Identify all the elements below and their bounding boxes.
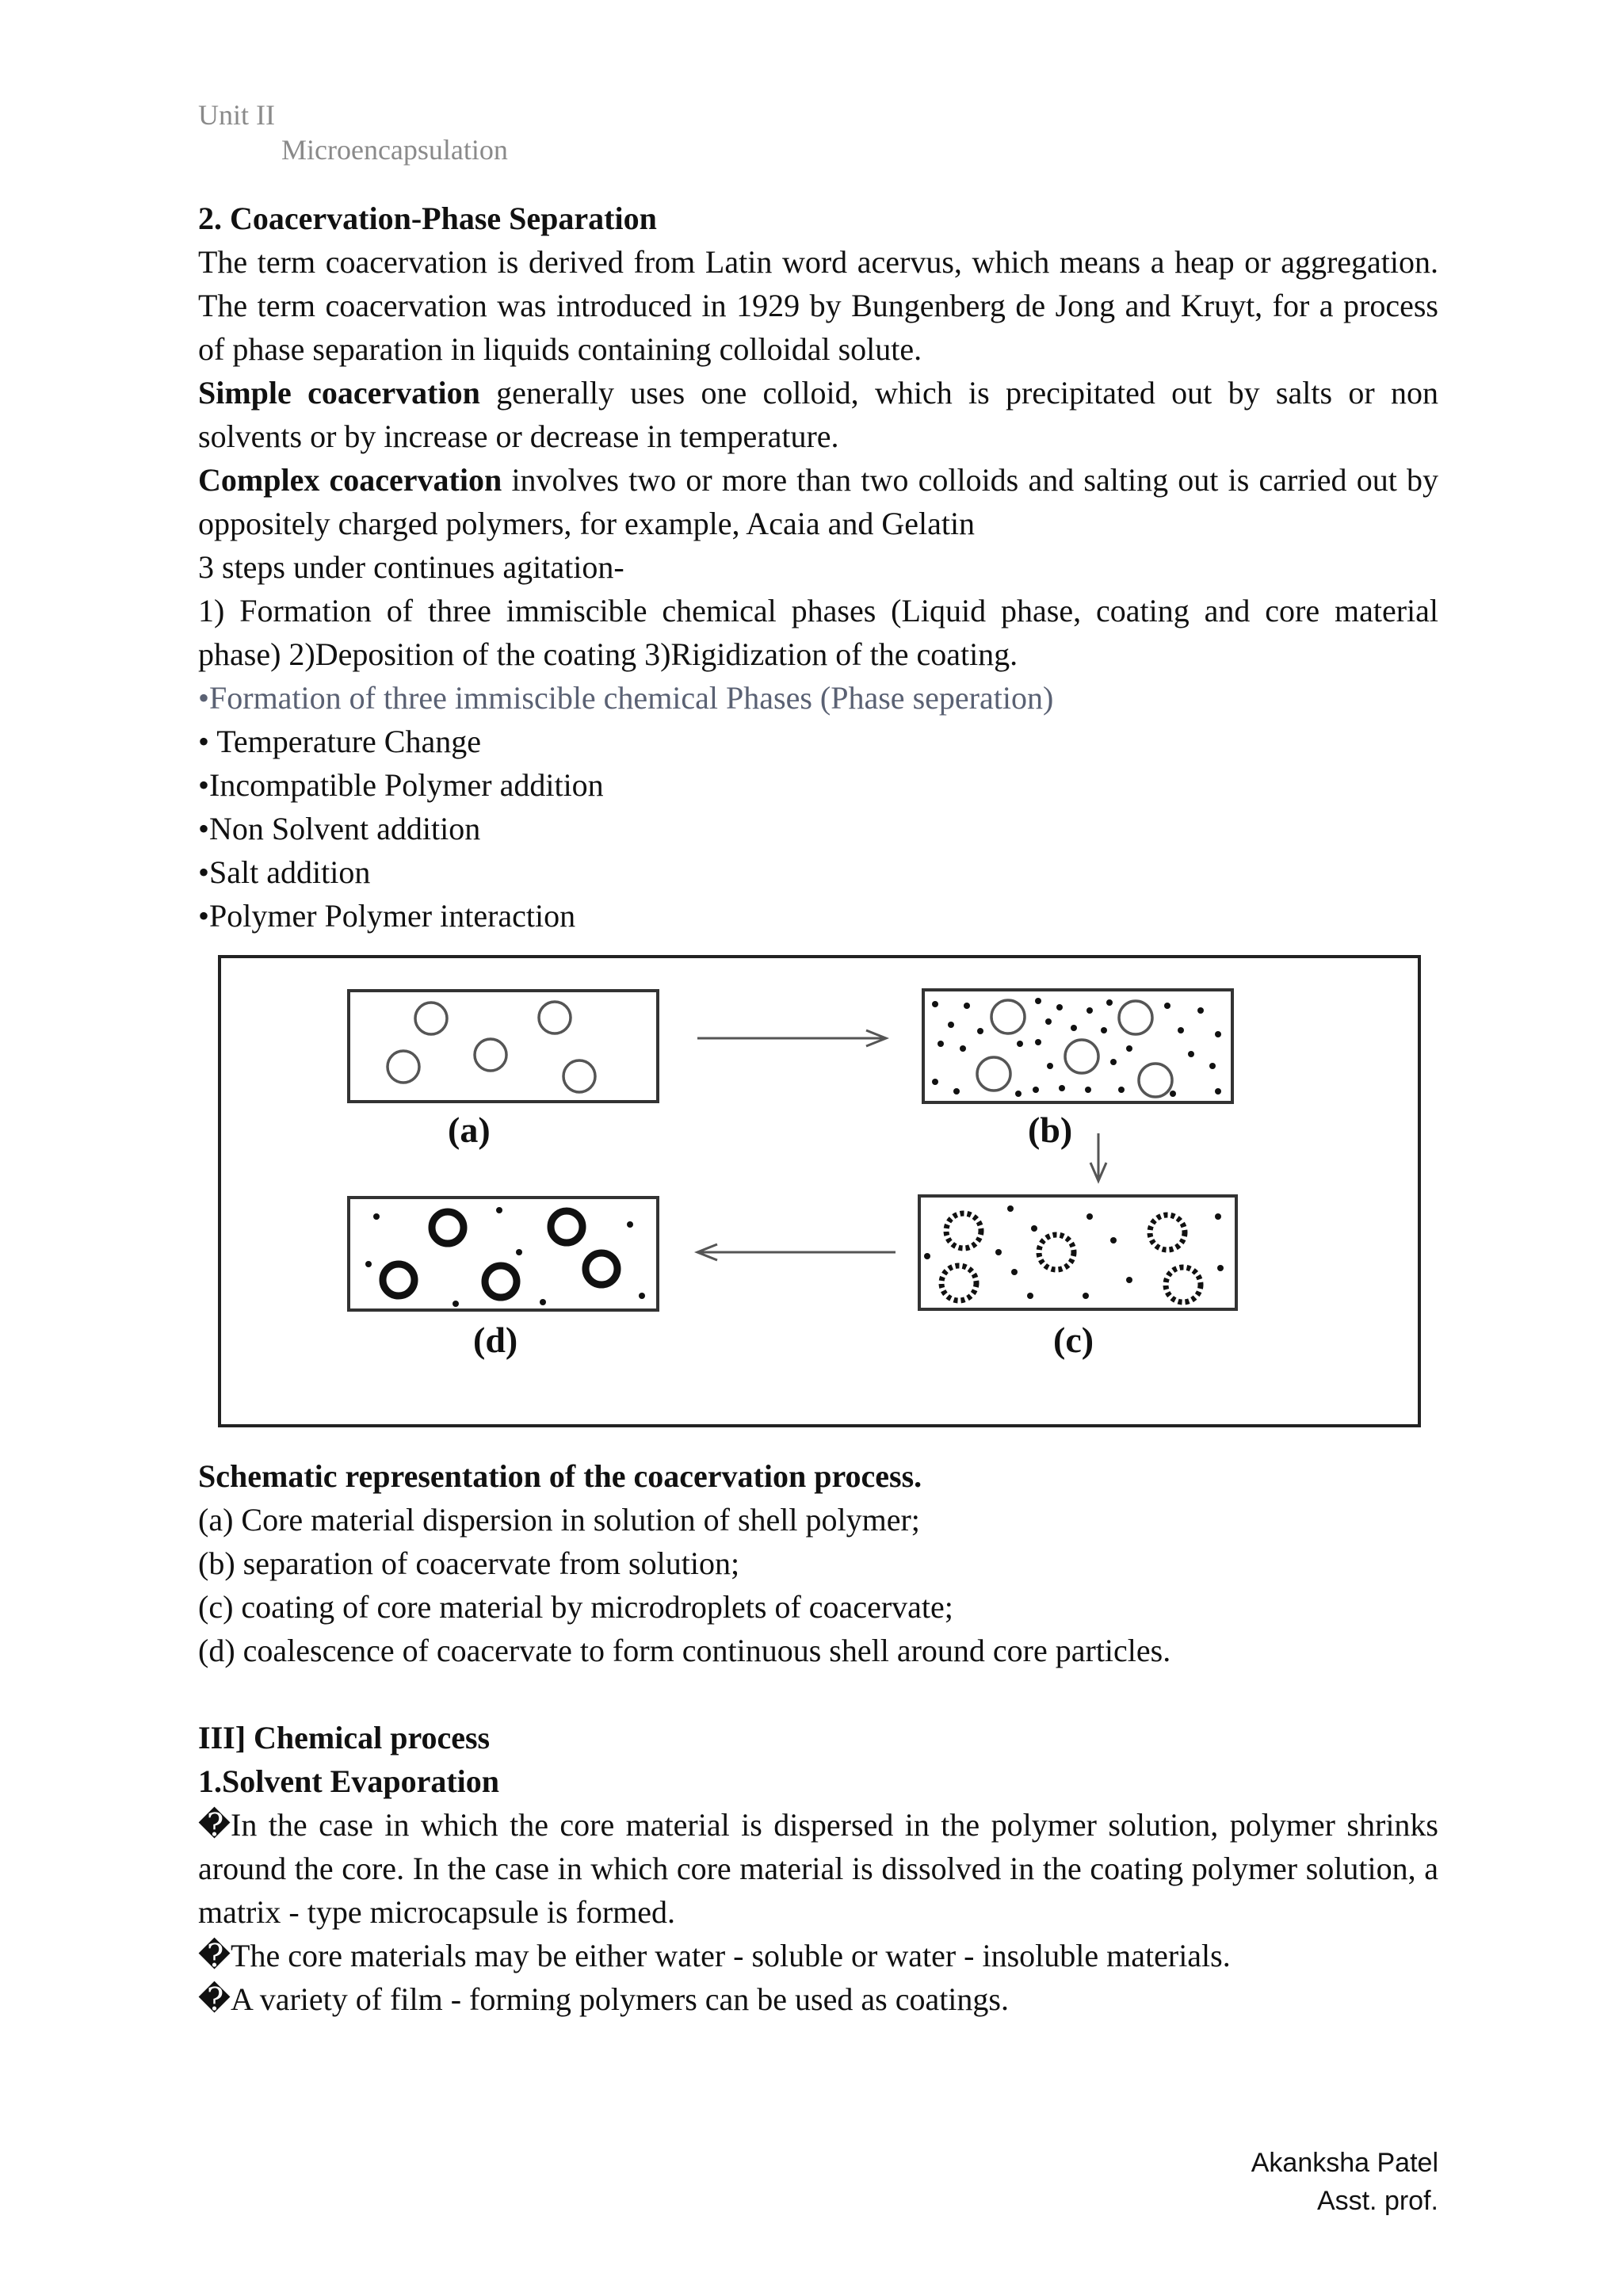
bullet-item: •Polymer Polymer interaction	[198, 898, 576, 934]
figure-frame	[220, 957, 1419, 1426]
term-simple-coacervation: Simple coacervation	[198, 375, 480, 411]
figure-caption-item: (c) coating of core material by microdroplets of coacervate;	[198, 1589, 953, 1625]
header-topic: Microencapsulation	[281, 134, 508, 166]
paragraph-coacervation-definition: The term coacervation is derived from Latin word acervus, which means a heap or aggregation. The term coacervation was introduced in 1929 by Bungenberg de Jong and Kruyt, for a process of phase separation in liquids containing colloidal solute.	[198, 244, 1438, 367]
paragraph-solvent-evaporation: �In the case in which the core material is dispersed in the polymer solution, polymer shrinks around the core. In the case in which core material is dissolved in the coating polymer solution, a matrix - type microcapsule is formed.	[198, 1807, 1438, 1930]
bullet-item: • Temperature Change	[198, 724, 481, 759]
figure-label-b: (b)	[1028, 1110, 1073, 1150]
section-title-coacervation: 2. Coacervation-Phase Separation	[198, 201, 657, 236]
text-complex-coacervation: involves two or more than two colloids and salting out is carried out by oppositely charged polymers, for example, Acaia and Gelatin	[198, 462, 1439, 541]
coacervation-diagram	[218, 955, 1421, 1427]
footer-author	[1251, 2144, 1438, 2220]
coacervation-diagram-svg	[218, 955, 1421, 1427]
paragraph-simple-coacervation	[198, 371, 1438, 458]
phase-separation-heading: •Formation of three immiscible chemical Phases (Phase seperation)	[198, 680, 1054, 716]
main-content	[198, 197, 1438, 2021]
figure-label-d: (d)	[473, 1320, 518, 1360]
author-role: Asst. prof.	[1316, 2186, 1438, 2216]
bullet-item: •Incompatible Polymer addition	[198, 767, 604, 803]
bullet-item: •Salt addition	[198, 854, 371, 890]
bullet-item: •Non Solvent addition	[198, 811, 481, 846]
paragraph-film-polymers: �A variety of film - forming polymers can be used as coatings.	[198, 1981, 1009, 2017]
figure-label-c: (c)	[1053, 1320, 1094, 1360]
steps-text: 1) Formation of three immiscible chemical phases (Liquid phase, coating and core material phase) 2)Deposition of the coating 3)Rigidization of the coating.	[198, 593, 1438, 672]
header-unit: Unit II	[198, 99, 275, 131]
spacer	[198, 1672, 1438, 1716]
figure-label-a: (a)	[448, 1110, 491, 1150]
steps-intro: 3 steps under continues agitation-	[198, 549, 624, 585]
figure-caption-item: (a) Core material dispersion in solution of shell polymer;	[198, 1502, 920, 1538]
section-title-chemical-process: III] Chemical process	[198, 1720, 491, 1755]
subsection-title-solvent-evaporation: 1.Solvent Evaporation	[198, 1763, 500, 1799]
figure-caption-title: Schematic representation of the coacervation process.	[198, 1458, 922, 1494]
term-complex-coacervation: Complex coacervation	[198, 462, 502, 498]
paragraph-core-materials: �The core materials may be either water - soluble or water - insoluble materials.	[198, 1938, 1231, 1973]
figure-caption-item: (b) separation of coacervate from solution;	[198, 1545, 740, 1581]
author-name: Akanksha Patel	[1251, 2148, 1438, 2178]
figure-caption-item: (d) coalescence of coacervate to form continuous shell around core particles.	[198, 1633, 1171, 1668]
paragraph-complex-coacervation	[198, 458, 1438, 545]
text-simple-coacervation: generally uses one colloid, which is precipitated out by salts or non solvents or by increase or decrease in temperature.	[198, 375, 1438, 454]
